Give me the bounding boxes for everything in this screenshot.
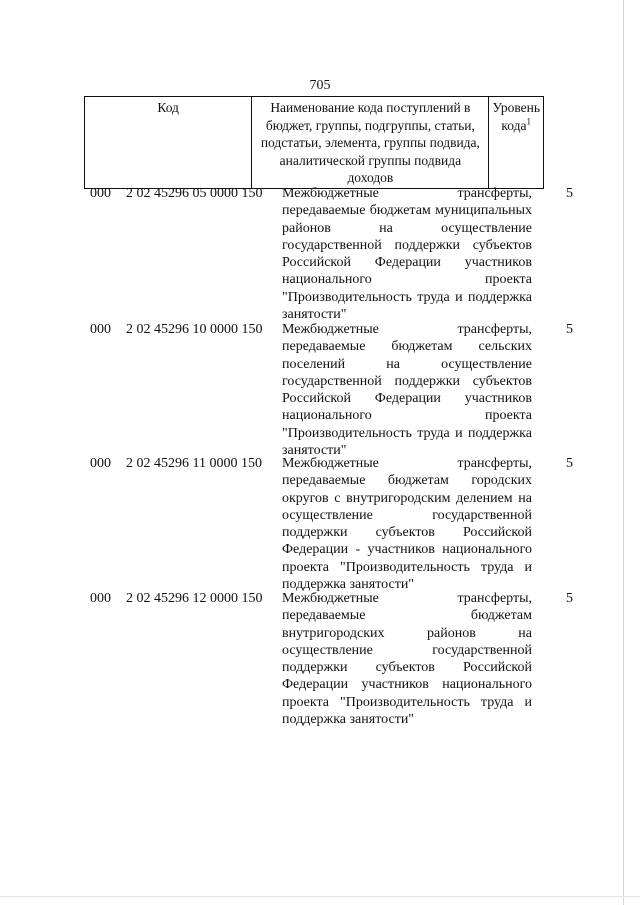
row-admin-code: 000	[90, 322, 111, 337]
header-level-label: Уровень кода	[492, 100, 540, 133]
header-name	[252, 97, 489, 189]
table-header	[84, 96, 544, 189]
row-level: 5	[566, 322, 573, 337]
row-admin-code: 000	[90, 186, 111, 201]
row-description: Межбюджетные трансферты, передаваемые бюджетам внутригородских районов на осуществление государственной поддержки субъектов Российской Федерации участников национального проекта "Производительность труда и поддержка занятости"	[282, 591, 532, 728]
row-income-code: 2 02 45296 12 0000 150	[126, 591, 263, 606]
page-number: 705	[309, 78, 331, 93]
row-level: 5	[566, 591, 573, 606]
header-code-label: Код	[157, 100, 179, 115]
scan-edge-right	[623, 0, 624, 905]
row-description: Межбюджетные трансферты, передаваемые бюджетам муниципальных районов на осуществление государственной поддержки субъектов Российской Федерации участников национального проекта "Производительность труда и поддержка занятости"	[282, 186, 532, 323]
row-income-code: 2 02 45296 05 0000 150	[126, 186, 263, 201]
scan-edge-bottom	[0, 896, 640, 897]
row-description: Межбюджетные трансферты, передаваемые бюджетам городских округов с внутригородским делением на осуществление государственной поддержки субъектов Российской Федерации - участников национального проекта "Производительность труда и поддержка занятости"	[282, 456, 532, 593]
header-level	[489, 97, 544, 189]
row-level: 5	[566, 456, 573, 471]
row-income-code: 2 02 45296 10 0000 150	[126, 322, 263, 337]
row-admin-code: 000	[90, 456, 111, 471]
row-level: 5	[566, 186, 573, 201]
row-income-code: 2 02 45296 11 0000 150	[126, 456, 262, 471]
header-name-label: Наименование кода поступлений в бюджет, группы, подгруппы, статьи, подстатьи, элемента, группы подвида, аналитической группы подвида доходов	[260, 100, 480, 185]
row-description: Межбюджетные трансферты, передаваемые бюджетам сельских поселений на осуществление государственной поддержки субъектов Российской Федерации участников национального проекта "Производительность труда и поддержка занятости"	[282, 322, 532, 459]
header-code	[85, 97, 252, 189]
row-admin-code: 000	[90, 591, 111, 606]
header-level-footnote: 1	[526, 116, 532, 126]
